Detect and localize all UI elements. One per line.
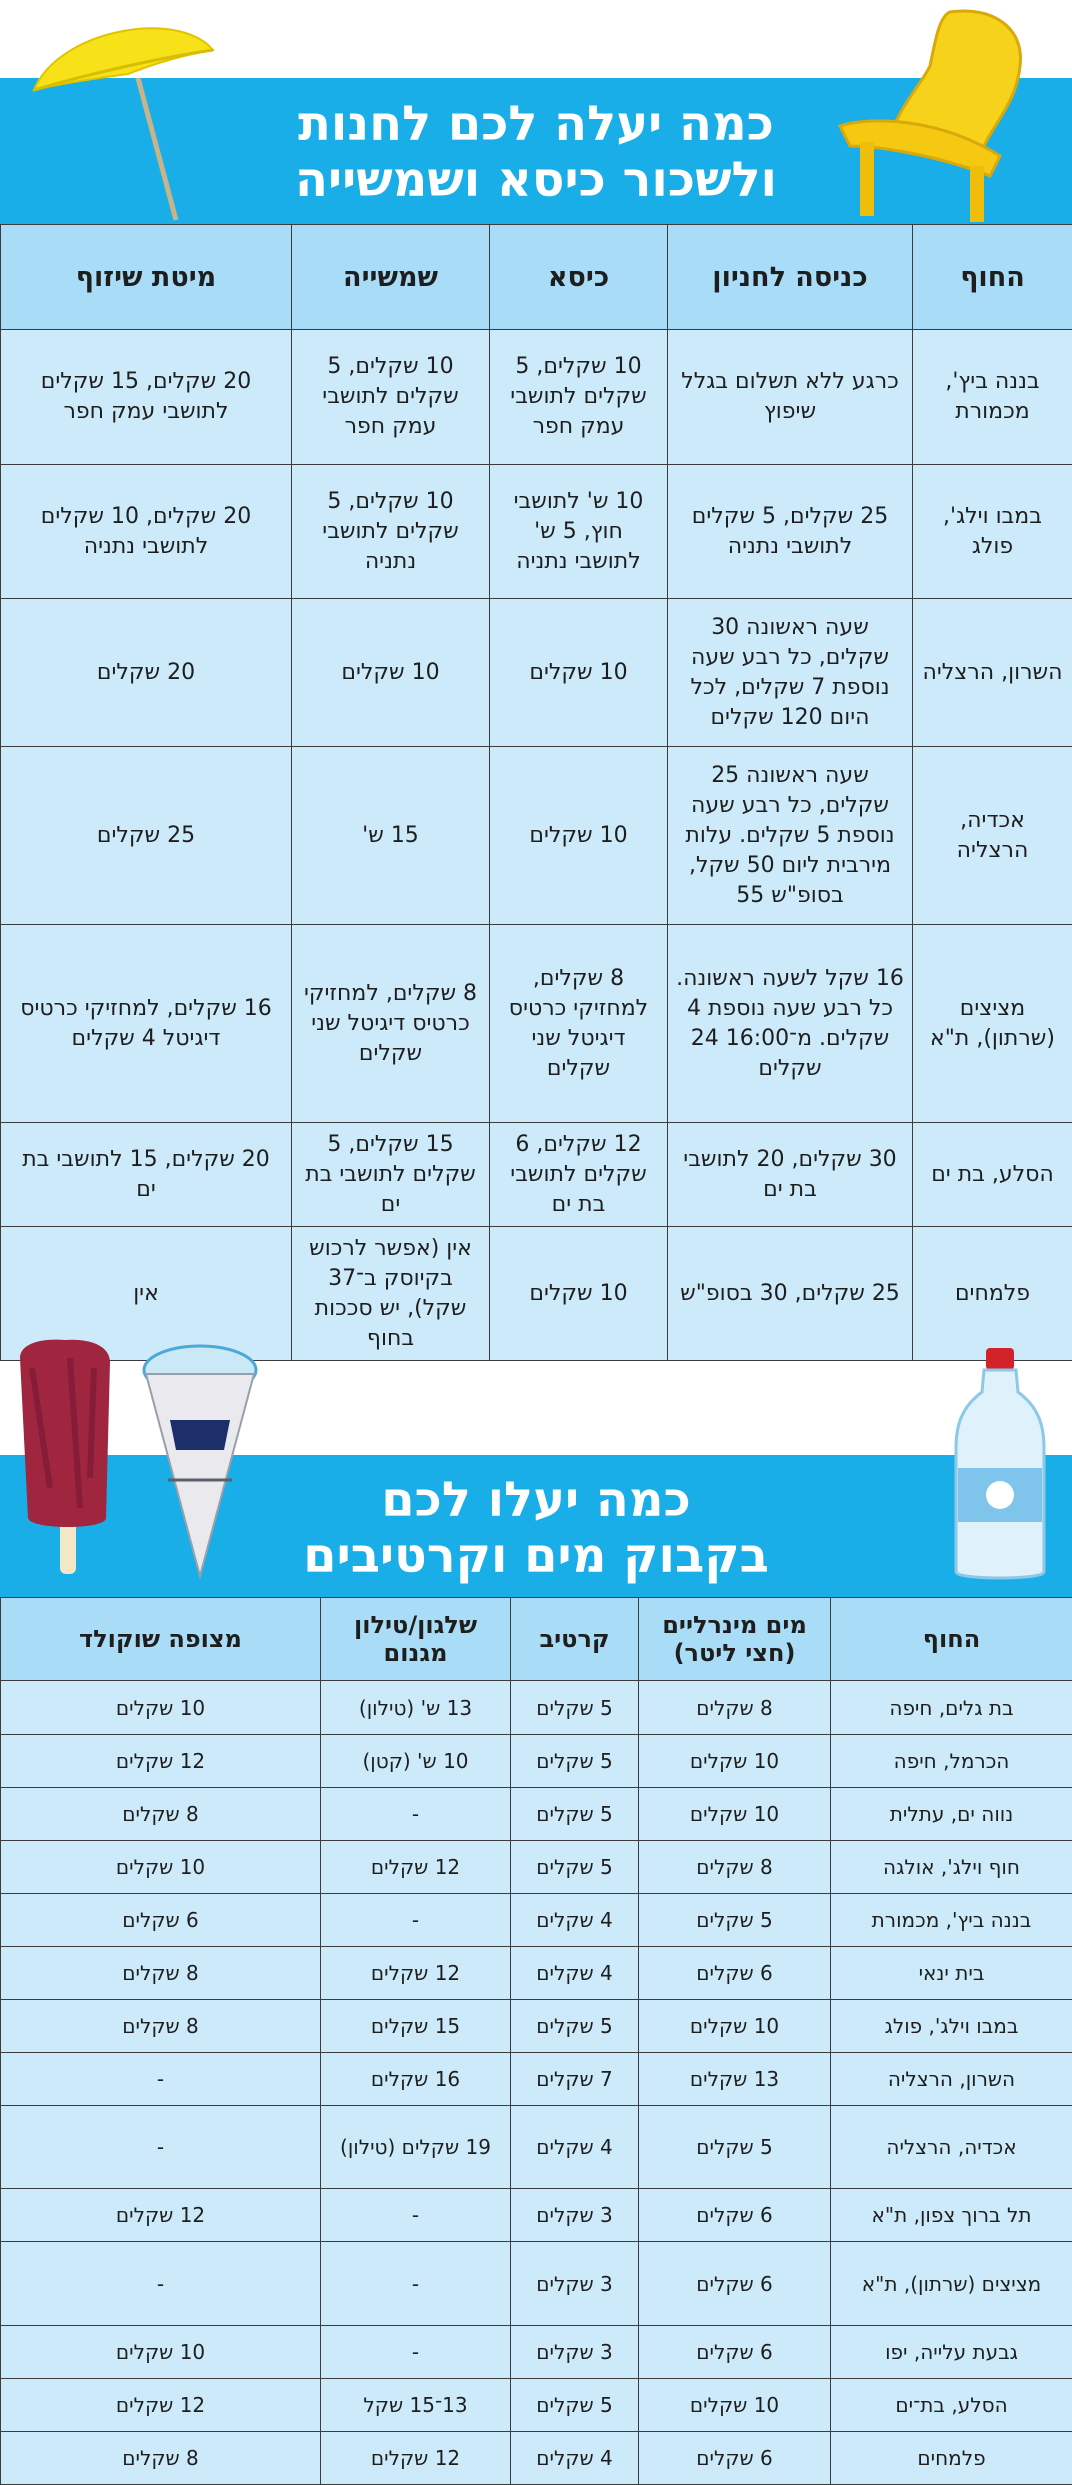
parking-chair-umbrella-table	[0, 224, 1072, 1361]
cell-water: 13 שקלים	[639, 2053, 831, 2106]
cell-chocolate: 8 שקלים	[1, 2000, 321, 2053]
cell-parking: כרגע ללא תשלום בגלל שיפוץ	[668, 330, 913, 465]
header-mineral-water: מים מינרליים (חצי ליטר)	[639, 1598, 831, 1681]
table-row	[1, 2000, 1072, 2053]
cell-popsicle: 5 שקלים	[511, 1788, 639, 1841]
cell-chocolate: 6 שקלים	[1, 1894, 321, 1947]
cell-parking: 16 שקל לשעה ראשונה. כל רבע שעה נוספת 4 שקלים. מ־16:00 24 שקלים	[668, 925, 913, 1123]
cell-magnum: 12 שקלים	[321, 2432, 511, 2485]
cell-popsicle: 3 שקלים	[511, 2189, 639, 2242]
cell-sunbed: 20 שקלים, 15 שקלים לתושבי עמק חפר	[1, 330, 292, 465]
table-row	[1, 1681, 1072, 1735]
cell-chair: 10 שקלים	[490, 599, 668, 747]
cell-beach: בית ינאי	[831, 1947, 1072, 2000]
cell-umbrella: 15 ש'	[292, 747, 490, 925]
cell-beach: השרון, הרצליה	[831, 2053, 1072, 2106]
cell-water: 8 שקלים	[639, 1841, 831, 1894]
table-row	[1, 1123, 1072, 1227]
cell-popsicle: 4 שקלים	[511, 1894, 639, 1947]
cell-magnum: 13 ש' (טילון)	[321, 1681, 511, 1735]
cell-popsicle: 3 שקלים	[511, 2326, 639, 2379]
cell-beach: הסלע, בת־ים	[831, 2379, 1072, 2432]
table-row	[1, 1788, 1072, 1841]
cell-beach: אכדיה, הרצליה	[831, 2106, 1072, 2189]
table-row	[1, 1841, 1072, 1894]
cell-sunbed: 25 שקלים	[1, 747, 292, 925]
table-row	[1, 1894, 1072, 1947]
cell-beach: השרון, הרצליה	[913, 599, 1072, 747]
header-chair: כיסא	[490, 225, 668, 330]
cell-popsicle: 3 שקלים	[511, 2242, 639, 2326]
cell-water: 10 שקלים	[639, 1735, 831, 1788]
table-row	[1, 2053, 1072, 2106]
cell-water: 10 שקלים	[639, 2000, 831, 2053]
cell-chair: 10 שקלים	[490, 747, 668, 925]
cell-chair: 8 שקלים, למחזיקי כרטיס דיגיטל שני שקלים	[490, 925, 668, 1123]
table-row	[1, 2189, 1072, 2242]
cell-beach: במבו וילג', פולג	[831, 2000, 1072, 2053]
cell-chocolate: 10 שקלים	[1, 1681, 321, 1735]
cell-water: 10 שקלים	[639, 2379, 831, 2432]
cell-popsicle: 5 שקלים	[511, 1735, 639, 1788]
cell-sunbed: 20 שקלים	[1, 599, 292, 747]
table-row	[1, 747, 1072, 925]
cell-beach: בננה ביץ', מכמורת	[831, 1894, 1072, 1947]
cell-water: 6 שקלים	[639, 2326, 831, 2379]
cell-magnum: 13־15 שקל	[321, 2379, 511, 2432]
cell-umbrella: 10 שקלים, 5 שקלים לתושבי נתניה	[292, 465, 490, 599]
cell-beach: בננה ביץ', מכמורת	[913, 330, 1072, 465]
header-beach: החוף	[913, 225, 1072, 330]
cell-beach: אכדיה, הרצליה	[913, 747, 1072, 925]
cell-umbrella: 15 שקלים, 5 שקלים לתושבי בת ים	[292, 1123, 490, 1227]
cell-magnum: 16 שקלים	[321, 2053, 511, 2106]
cell-chocolate: -	[1, 2242, 321, 2326]
cell-water: 6 שקלים	[639, 2189, 831, 2242]
cell-popsicle: 4 שקלים	[511, 2106, 639, 2189]
cell-magnum: -	[321, 1788, 511, 1841]
cell-beach: נווה ים, עתלית	[831, 1788, 1072, 1841]
cell-beach: חוף וילג', אולגה	[831, 1841, 1072, 1894]
cell-beach: פלמחים	[831, 2432, 1072, 2485]
cell-beach: הכרמל, חיפה	[831, 1735, 1072, 1788]
cell-popsicle: 4 שקלים	[511, 1947, 639, 2000]
cell-chocolate: 10 שקלים	[1, 2326, 321, 2379]
cell-sunbed: 20 שקלים, 10 שקלים לתושבי נתניה	[1, 465, 292, 599]
cell-popsicle: 4 שקלים	[511, 2432, 639, 2485]
cell-umbrella: 8 שקלים, למחזיקי כרטיס דיגיטל שני שקלים	[292, 925, 490, 1123]
table-header-row	[1, 1598, 1072, 1681]
cell-chocolate: 8 שקלים	[1, 1947, 321, 2000]
header-chocolate-coated: מצופה שוקולד	[1, 1598, 321, 1681]
cell-popsicle: 5 שקלים	[511, 2000, 639, 2053]
cell-chocolate: 12 שקלים	[1, 2189, 321, 2242]
table-row	[1, 1735, 1072, 1788]
cell-chair: 10 ש' לתושבי חוץ, 5 ש' לתושבי נתניה	[490, 465, 668, 599]
cell-popsicle: 5 שקלים	[511, 1841, 639, 1894]
cell-magnum: 15 שקלים	[321, 2000, 511, 2053]
header-magnum: שלגון/טילון מגנום	[321, 1598, 511, 1681]
table-row	[1, 925, 1072, 1123]
cell-magnum: -	[321, 2189, 511, 2242]
water-icecream-prices-table	[0, 1597, 1072, 2485]
table-row	[1, 2326, 1072, 2379]
cell-umbrella: 10 שקלים	[292, 599, 490, 747]
cell-beach: תל ברוך צפון, ת"א	[831, 2189, 1072, 2242]
cell-chocolate: 8 שקלים	[1, 2432, 321, 2485]
cell-chocolate: 8 שקלים	[1, 1788, 321, 1841]
cell-beach: גבעת עלייה, יפו	[831, 2326, 1072, 2379]
cell-beach: מציצים (שרתון), ת"א	[831, 2242, 1072, 2326]
cell-magnum: 12 שקלים	[321, 1947, 511, 2000]
cell-magnum: -	[321, 2326, 511, 2379]
cell-popsicle: 7 שקלים	[511, 2053, 639, 2106]
cell-chair: 10 שקלים, 5 שקלים לתושבי עמק חפר	[490, 330, 668, 465]
cell-water: 6 שקלים	[639, 1947, 831, 2000]
cell-parking: 25 שקלים, 30 בסופ"ש	[668, 1227, 913, 1361]
cell-umbrella: אין (אפשר לרכוש בקיוסק ב־37 שקל), יש סככות בחוף	[292, 1227, 490, 1361]
cell-chair: 10 שקלים	[490, 1227, 668, 1361]
header-popsicle: קרטיב	[511, 1598, 639, 1681]
cell-magnum: 12 שקלים	[321, 1841, 511, 1894]
cell-parking: שעה ראשונה 25 שקלים, כל רבע שעה נוספת 5 שקלים. עלות מירבית ליום 50 שקל, בסופ"ש 55	[668, 747, 913, 925]
cell-water: 8 שקלים	[639, 1681, 831, 1735]
table-row	[1, 330, 1072, 465]
cell-water: 6 שקלים	[639, 2242, 831, 2326]
table-row	[1, 599, 1072, 747]
cell-beach: במבו וילג', פולג	[913, 465, 1072, 599]
cell-chocolate: -	[1, 2106, 321, 2189]
table-row	[1, 2379, 1072, 2432]
cell-water: 6 שקלים	[639, 2432, 831, 2485]
cell-popsicle: 5 שקלים	[511, 2379, 639, 2432]
popsicle-icon	[10, 1338, 120, 1578]
cell-water: 10 שקלים	[639, 1788, 831, 1841]
header-beach: החוף	[831, 1598, 1072, 1681]
table-row	[1, 2106, 1072, 2189]
cell-chocolate: 12 שקלים	[1, 2379, 321, 2432]
cell-sunbed: 16 שקלים, למחזיקי כרטיס דיגיטל 4 שקלים	[1, 925, 292, 1123]
beach-umbrella-icon	[28, 8, 228, 228]
ice-cream-cone-icon	[140, 1340, 260, 1580]
cell-beach: פלמחים	[913, 1227, 1072, 1361]
cell-beach: בת גלים, חיפה	[831, 1681, 1072, 1735]
beach-chair-icon	[830, 6, 1030, 226]
cell-sunbed: אין	[1, 1227, 292, 1361]
table-header-row	[1, 225, 1072, 330]
cell-chocolate: 12 שקלים	[1, 1735, 321, 1788]
table-row	[1, 1947, 1072, 2000]
cell-sunbed: 20 שקלים, 15 לתושבי בת ים	[1, 1123, 292, 1227]
cell-umbrella: 10 שקלים, 5 שקלים לתושבי עמק חפר	[292, 330, 490, 465]
cell-magnum: -	[321, 2242, 511, 2326]
section1-title: כמה יעלה לכם לחנות ולשכור כיסא ושמשייה	[0, 96, 1072, 208]
cell-chocolate: 10 שקלים	[1, 1841, 321, 1894]
cell-beach: מציצים (שרתון), ת"א	[913, 925, 1072, 1123]
cell-parking: 25 שקלים, 5 שקלים לתושבי נתניה	[668, 465, 913, 599]
section2-title: כמה יעלו לכם בקבוק מים וקרטיבים	[0, 1472, 1072, 1584]
header-sunbed: מיטת שיזוף	[1, 225, 292, 330]
cell-parking: 30 שקלים, 20 לתושבי בת ים	[668, 1123, 913, 1227]
header-umbrella: שמשייה	[292, 225, 490, 330]
cell-popsicle: 5 שקלים	[511, 1681, 639, 1735]
water-bottle-icon	[950, 1348, 1050, 1584]
cell-chair: 12 שקלים, 6 שקלים לתושבי בת ים	[490, 1123, 668, 1227]
cell-beach: הסלע, בת ים	[913, 1123, 1072, 1227]
cell-magnum: -	[321, 1894, 511, 1947]
cell-chocolate: -	[1, 2053, 321, 2106]
cell-parking: שעה ראשונה 30 שקלים, כל רבע שעה נוספת 7 שקלים, לכל היום 120 שקלים	[668, 599, 913, 747]
cell-water: 5 שקלים	[639, 2106, 831, 2189]
table-row	[1, 2242, 1072, 2326]
table-row	[1, 465, 1072, 599]
cell-water: 5 שקלים	[639, 1894, 831, 1947]
cell-magnum: 10 ש' (קטן)	[321, 1735, 511, 1788]
cell-magnum: 19 שקלים (טילון)	[321, 2106, 511, 2189]
header-parking: כניסה לחניון	[668, 225, 913, 330]
